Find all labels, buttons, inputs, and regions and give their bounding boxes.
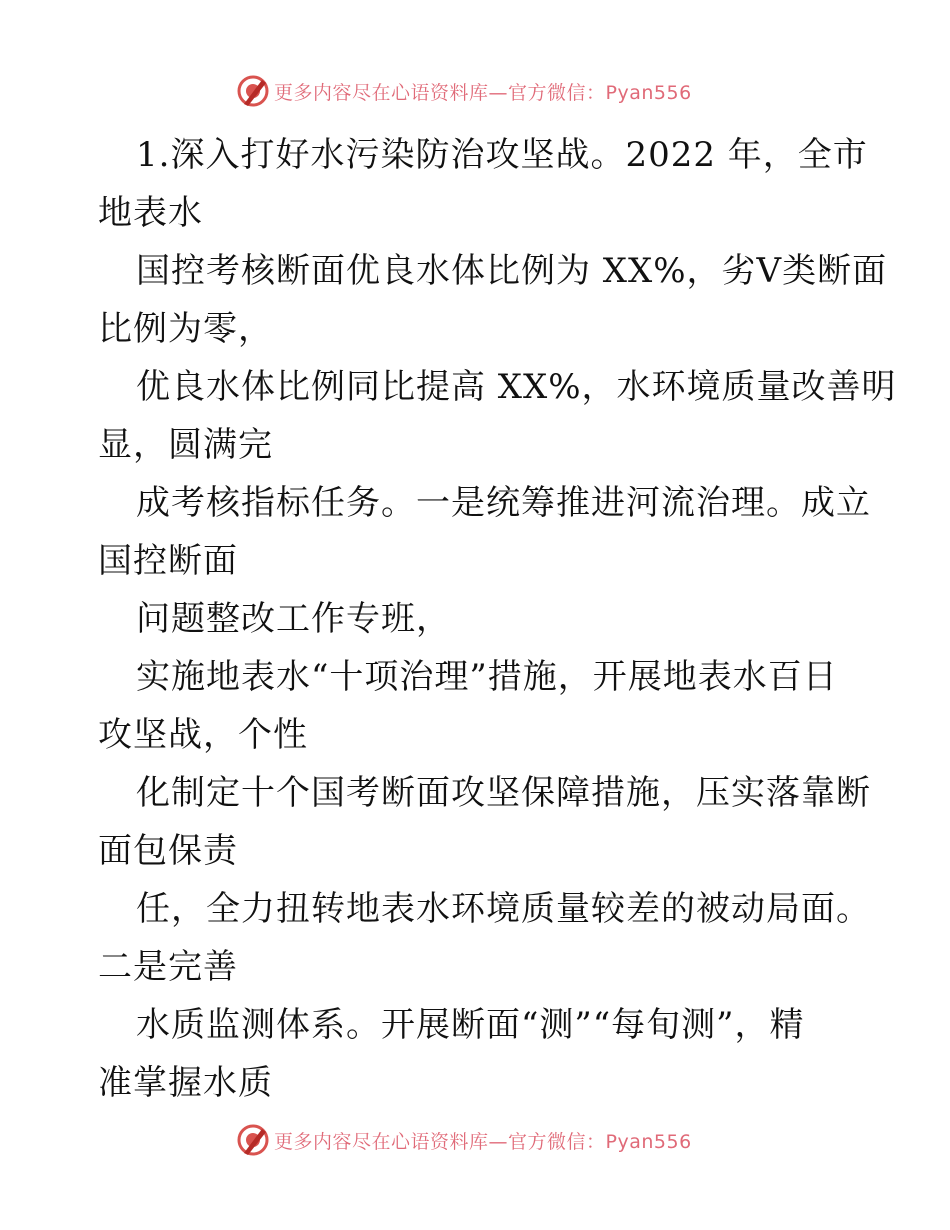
body-line: 优良水体比例同比提高 XX%，水环境质量改善明: [136, 367, 897, 407]
document-body: [98, 126, 897, 1112]
body-line: 水质监测体系。开展断面“测”“每旬测”，精: [136, 1005, 805, 1045]
body-line: 面包保责: [98, 831, 238, 871]
body-line: 任，全力扭转地表水环境质量较差的被动局面。: [136, 889, 871, 929]
body-line: 成考核指标任务。一是统筹推进河流治理。成立: [136, 483, 871, 523]
body-line: 显，圆满完: [98, 425, 273, 465]
body-line: 问题整改工作专班，: [136, 599, 451, 639]
pen-logo-icon: [236, 1123, 270, 1157]
body-line: 1.深入打好水污染防治攻坚战。2022 年，全市: [136, 135, 868, 175]
footer-banner: [236, 1123, 692, 1157]
body-line: 地表水: [98, 193, 203, 233]
body-line: 比例为零，: [98, 309, 273, 349]
body-line: 准掌握水质: [98, 1063, 273, 1103]
body-line: 国控考核断面优良水体比例为 XX%，劣Ⅴ类断面: [136, 251, 888, 291]
body-line: 化制定十个国考断面攻坚保障措施，压实落靠断: [136, 773, 871, 813]
body-line: 攻坚战，个性: [98, 715, 308, 755]
body-line: 实施地表水“十项治理”措施，开展地表水百日: [136, 657, 838, 697]
header-banner-text: 更多内容尽在心语资料库—官方微信：Pyan556: [274, 81, 692, 104]
body-line: 二是完善: [98, 947, 238, 987]
footer-banner-text: 更多内容尽在心语资料库—官方微信：Pyan556: [274, 1130, 692, 1153]
body-line: 国控断面: [98, 541, 238, 581]
header-banner: [236, 74, 692, 108]
pen-logo-icon: [236, 74, 270, 108]
